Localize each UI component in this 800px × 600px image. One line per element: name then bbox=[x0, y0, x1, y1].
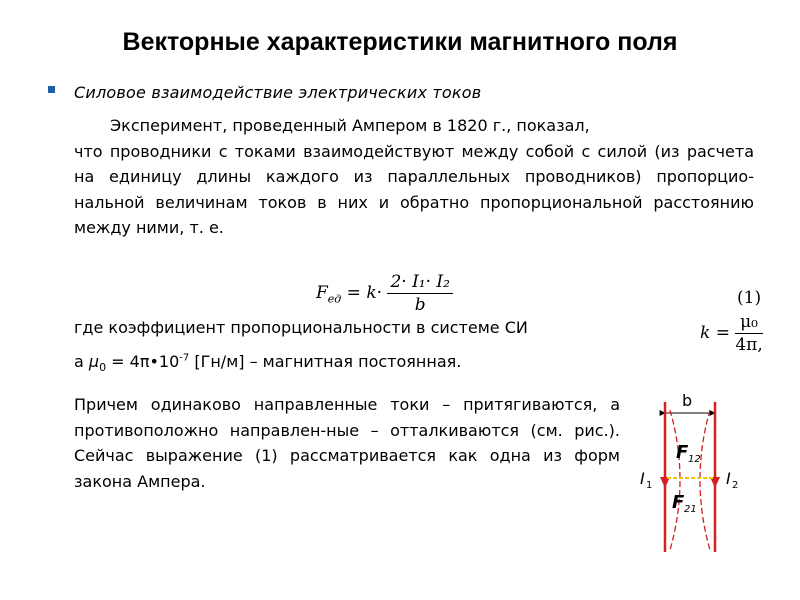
formula-lhs-sub: ед bbox=[327, 292, 342, 306]
mu-subscript: 0 bbox=[99, 361, 107, 375]
mu-value: = 4π•10 bbox=[106, 352, 180, 371]
coefficient-formula bbox=[700, 312, 763, 355]
force-21-sub: 21 bbox=[684, 504, 697, 515]
ampere-force-formula bbox=[316, 272, 453, 315]
parallel-wires-figure bbox=[620, 380, 760, 560]
formula-eq: = k· bbox=[341, 283, 383, 303]
coef-fraction bbox=[735, 312, 762, 355]
formula-fraction bbox=[387, 272, 453, 315]
coef-numerator: μ₀ bbox=[735, 312, 762, 334]
mu-exponent: -7 bbox=[179, 352, 190, 364]
coef-lhs: k = bbox=[700, 323, 730, 343]
coefficient-text: где коэффициент пропорциональности в системе СИ bbox=[74, 318, 528, 337]
field-line-right bbox=[700, 410, 710, 550]
bullet-marker bbox=[48, 86, 55, 93]
magnetic-constant-line bbox=[74, 352, 461, 374]
ampere-paragraph bbox=[74, 113, 754, 241]
force-12-label: F bbox=[676, 442, 689, 463]
attraction-paragraph: Причем одинаково направленные токи – притягиваются, а противоположно направлен-ные – отталкиваются (см. рис.). Сейчас выражение (1) рассматривается как одна из форм закона Ампера. bbox=[74, 395, 620, 491]
force-12-sub: 12 bbox=[688, 454, 701, 465]
slide-title: Векторные характеристики магнитного поля bbox=[122, 28, 678, 56]
current-2-label: I bbox=[726, 469, 731, 488]
mu-suffix: [Гн/м] – магнитная постоянная. bbox=[189, 352, 462, 371]
coef-denominator: 4π, bbox=[735, 335, 763, 355]
mu-prefix: а bbox=[74, 352, 89, 371]
current-1-sub: 1 bbox=[646, 480, 653, 491]
section-subtitle: Силовое взаимодействие электрических токов bbox=[74, 83, 482, 102]
formula-denominator: b bbox=[414, 295, 426, 315]
paragraph-first-line: Эксперимент, проведенный Ампером в 1820 г., показал, bbox=[110, 116, 590, 135]
formula-lhs: F bbox=[316, 283, 328, 303]
distance-label: b bbox=[682, 391, 693, 410]
equation-number: (1) bbox=[737, 288, 762, 308]
mu-symbol: μ bbox=[88, 352, 100, 371]
force-21-label: F bbox=[672, 492, 685, 513]
current-1-label: I bbox=[640, 469, 645, 488]
current-2-sub: 2 bbox=[732, 480, 739, 491]
field-line-left bbox=[670, 410, 680, 550]
formula-numerator: 2· I₁· I₂ bbox=[387, 272, 453, 294]
paragraph-body: что проводники с токами взаимодействуют между собой с силой (из расчета на единицу длины каждого из параллельных проводников) пропорцио-нальной величинам токов в них и обратно пропорциональной расстоянию между ними, т. е. bbox=[74, 141, 754, 237]
